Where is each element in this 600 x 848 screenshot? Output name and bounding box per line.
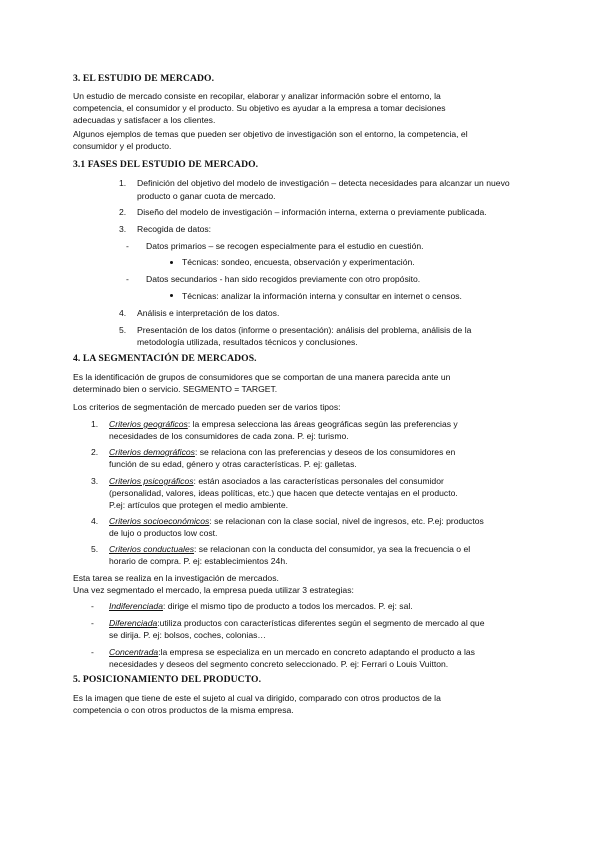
list-item-line: Presentación de los datos (informe o presentación): análisis del problema, análisis de la <box>137 325 472 335</box>
bullet-icon <box>170 261 173 264</box>
list-number: 4. <box>91 516 99 526</box>
list-number: 1. <box>91 419 99 429</box>
list-item-line: producto o ganar cuota de mercado. <box>137 191 276 201</box>
dash-marker: - <box>126 274 129 284</box>
paragraph-line: Un estudio de mercado consiste en recopilar, elaborar y analizar información sobre el entorno, la <box>73 91 441 101</box>
list-item-line: necesidades de los consumidores de cada zona. P. ej: turismo. <box>109 431 349 441</box>
list-item-line: Criterios conductuales: se relacionan con la conducta del consumidor, ya sea la frecuencia o el <box>109 544 471 554</box>
paragraph-line: Es la identificación de grupos de consumidores que se comportan de una manera parecida ante un <box>73 372 451 382</box>
list-item-line: (personalidad, valores, ideas políticas, etc.) que hacen que detecte ventajas en el producto. <box>109 488 458 498</box>
criteria-term: Criterios psicográficos <box>109 476 194 486</box>
list-number: 5. <box>119 325 127 335</box>
list-item-line: función de su edad, género y otras características. P. ej: galletas. <box>109 459 357 469</box>
list-item-line: Recogida de datos: <box>137 224 212 234</box>
list-number: 2. <box>91 447 99 457</box>
dash-marker: - <box>91 601 94 611</box>
list-item-line: P.ej: artículos que protegen el medio ambiente. <box>109 500 288 510</box>
list-number: 4. <box>119 308 127 318</box>
section-title: 4. LA SEGMENTACIÓN DE MERCADOS. <box>73 353 257 364</box>
paragraph-line: Una vez segmentado el mercado, la empresa pueda utilizar 3 estrategias: <box>73 585 354 595</box>
strategy-line: Concentrada:la empresa se especializa en un mercado en concreto adaptando el producto a las <box>109 647 475 657</box>
list-item-line: Análisis e interpretación de los datos. <box>137 308 280 318</box>
paragraph-line: Es la imagen que tiene de este el sujeto al cual va dirigido, comparado con otros productos de la <box>73 693 441 703</box>
dash-marker: - <box>91 618 94 628</box>
list-item-line: Criterios demográficos: se relaciona con las preferencias y deseos de los consumidores en <box>109 447 456 457</box>
paragraph-line: adecuadas y satisfacer a los clientes. <box>73 115 216 125</box>
section-title: 3.1 FASES DEL ESTUDIO DE MERCADO. <box>73 159 259 170</box>
list-number: 2. <box>119 207 127 217</box>
sub-bullet-text: Técnicas: analizar la información interna y consultar en internet o censos. <box>182 291 462 301</box>
list-number: 3. <box>91 476 99 486</box>
strategy-line: necesidades y deseos del segmento concreto seleccionado. P. ej: Ferrari o Louis Vuitton. <box>109 659 449 669</box>
list-number: 1. <box>119 178 127 188</box>
strategy-term: Concentrada <box>109 647 159 657</box>
sub-item-text: Datos primarios – se recogen especialmente para el estudio en cuestión. <box>146 241 424 251</box>
paragraph-line: Los criterios de segmentación de mercado pueden ser de varios tipos: <box>73 402 341 412</box>
list-item-line: Diseño del modelo de investigación – información interna, externa o previamente publicada. <box>137 207 487 217</box>
criteria-term: Criterios conductuales <box>109 544 195 554</box>
section-title: 5. POSICIONAMIENTO DEL PRODUCTO. <box>73 674 262 685</box>
sub-bullet-text: Técnicas: sondeo, encuesta, observación y experimentación. <box>182 257 415 267</box>
criteria-term: Criterios geográficos <box>109 419 188 429</box>
strategy-line: Diferenciada:utiliza productos con características diferentes según el segmento de mercado al que <box>109 618 485 628</box>
list-item-line: Criterios geográficos: la empresa selecciona las áreas geográficas según las preferencias y <box>109 419 458 429</box>
list-number: 5. <box>91 544 99 554</box>
paragraph-line: Algunos ejemplos de temas que pueden ser objetivo de investigación son el entorno, la competencia, el <box>73 129 468 139</box>
paragraph-line: determinado bien o servicio. SEGMENTO = TARGET. <box>73 384 278 394</box>
list-item-line: horario de compra. P. ej: establecimientos 24h. <box>109 556 288 566</box>
criteria-term: Criterios socioeconómicos <box>109 516 210 526</box>
list-item-line: Criterios psicográficos: están asociados a las características personales del consumidor <box>109 476 444 486</box>
list-item-line: Definición del objetivo del modelo de investigación – detecta necesidades para alcanzar un nuevo <box>137 178 510 188</box>
paragraph-line: competencia o con otros productos de la misma empresa. <box>73 705 294 715</box>
section-title: 3. EL ESTUDIO DE MERCADO. <box>73 73 215 84</box>
strategy-line: Indiferenciada: dirige el mismo tipo de producto a todos los mercados. P. ej: sal. <box>109 601 413 611</box>
list-item-line: metodología utilizada, resultados técnicos y conclusiones. <box>137 337 358 347</box>
paragraph-line: competencia, el consumidor y el producto. Su objetivo es ayudar a la empresa a tomar decisiones <box>73 103 446 113</box>
criteria-term: Criterios demográficos <box>109 447 195 457</box>
paragraph-line: consumidor y el producto. <box>73 141 172 151</box>
list-item-line: Criterios socioeconómicos: se relacionan con la clase social, nivel de ingresos, etc. P.ej: productos <box>109 516 484 526</box>
paragraph-line: Esta tarea se realiza en la investigación de mercados. <box>73 573 279 583</box>
sub-item-text: Datos secundarios - han sido recogidos previamente con otro propósito. <box>146 274 421 284</box>
strategy-line: se dirija. P. ej: bolsos, coches, colonias… <box>109 630 266 640</box>
list-item-line: de lujo o productos low cost. <box>109 528 218 538</box>
list-number: 3. <box>119 224 127 234</box>
dash-marker: - <box>91 647 94 657</box>
bullet-icon <box>170 294 173 297</box>
dash-marker: - <box>126 241 129 251</box>
strategy-term: Indiferenciada <box>109 601 163 611</box>
strategy-term: Diferenciada <box>109 618 158 628</box>
